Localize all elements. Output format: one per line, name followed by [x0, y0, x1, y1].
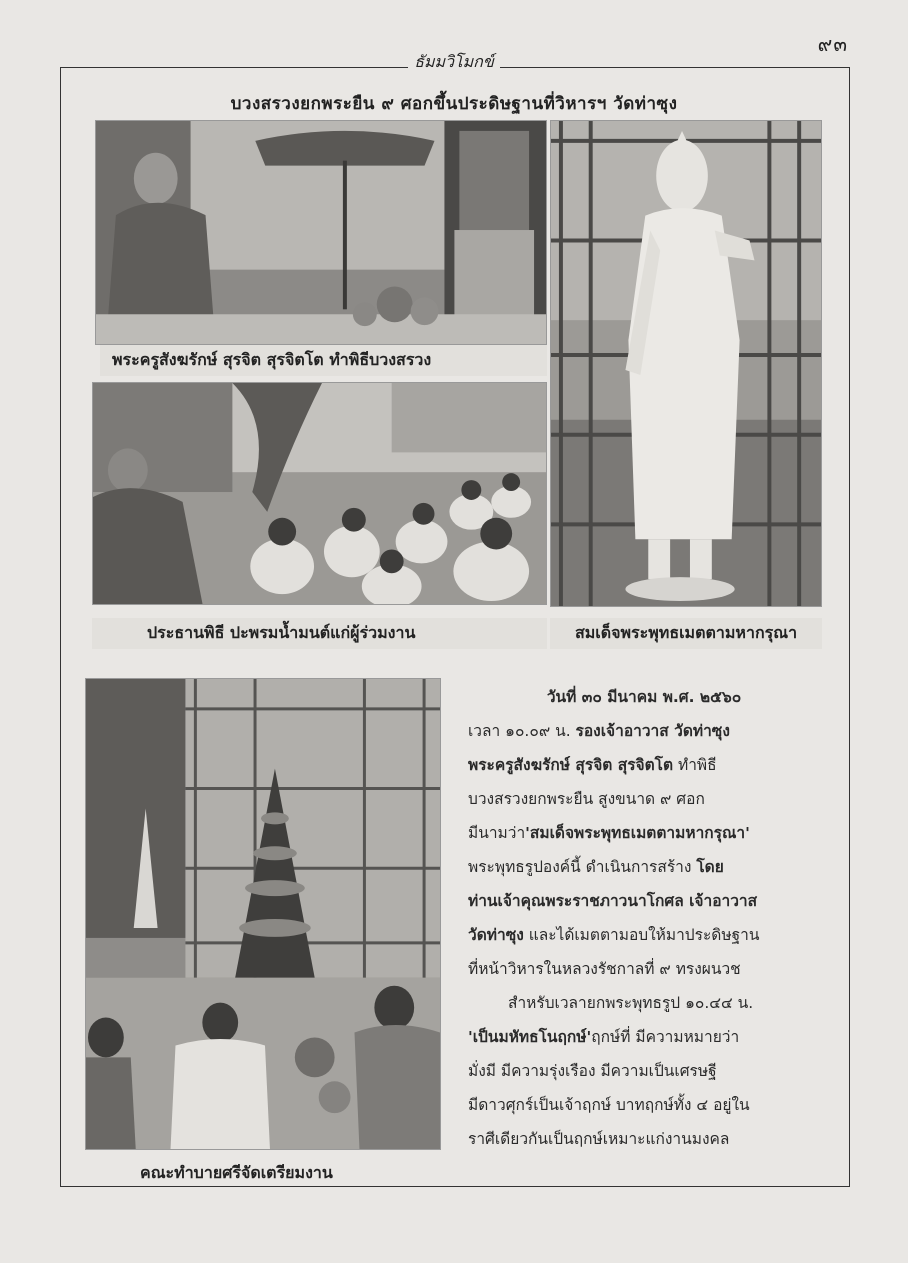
running-title: [0, 50, 908, 75]
caption-standing-buddha: สมเด็จพระพุทธเมตตามหากรุณา: [550, 618, 822, 649]
article-line: มั่งมี มีความรุ่งเรือง มีความเป็นเศรษฐี: [468, 1062, 717, 1080]
article-line: ราศีเดียวกันเป็นฤกษ์เหมาะแก่งานมงคล: [468, 1130, 730, 1148]
article-date: วันที่ ๓๐ มีนาคม พ.ศ. ๒๕๖๐: [546, 688, 742, 706]
caption-sprinkling-water: ประธานพิธี ปะพรมน้ำมนต์แก่ผู้ร่วมงาน: [92, 618, 547, 649]
article-line: ท่านเจ้าคุณพระราชภาวนาโกศล เจ้าอาวาส: [468, 892, 758, 910]
article-line: มีดาวศุกร์เป็นเจ้าฤกษ์ บาทฤกษ์ทั้ง ๔ อยู่ใน: [468, 1096, 750, 1114]
page-number: ๙๓: [817, 32, 848, 56]
photo-sprinkling-water: [92, 382, 547, 605]
article-line: สำหรับเวลายกพระพุทธรูป ๑๐.๔๔ น.: [508, 994, 754, 1012]
photo-ceremony-monk: [95, 120, 547, 345]
running-title-text: ธัมมวิโมกข์: [408, 52, 500, 71]
caption-baisri-team: คณะทำบายศรีจัดเตรียมงาน: [140, 1163, 333, 1182]
photo-standing-buddha: [550, 120, 822, 607]
headline: บวงสรวงยกพระยืน ๙ ศอกขึ้นประดิษฐานที่วิหารฯ วัดท่าซุง: [230, 94, 678, 114]
article-line: พระครูสังฆรักษ์ สุรจิต สุรจิตโต ทำพิธี: [468, 756, 717, 774]
article-line: 'เป็นมหัทธโนฤกษ์'ฤกษ์ที่ มีความหมายว่า: [468, 1028, 740, 1046]
article-line: บวงสรวงยกพระยืน สูงขนาด ๙ ศอก: [468, 790, 705, 808]
article-line: พระพุทธรูปองค์นี้ ดำเนินการสร้าง โดย: [468, 858, 724, 876]
article-body: [468, 680, 820, 1156]
article-line: เวลา ๑๐.๐๙ น. รองเจ้าอาวาส วัดท่าซุง: [468, 722, 730, 740]
article-line: ที่หน้าวิหารในหลวงรัชกาลที่ ๙ ทรงผนวช: [468, 960, 741, 978]
photo-baisri-team: [85, 678, 441, 1150]
article-line: วัดท่าซุง และได้เมตตามอบให้มาประดิษฐาน: [468, 926, 760, 944]
caption-ceremony-monk: พระครูสังฆรักษ์ สุรจิต สุรจิตโต ทำพิธีบวงสรวง: [100, 345, 547, 376]
article-line: มีนามว่า'สมเด็จพระพุทธเมตตามหากรุณา': [468, 824, 750, 842]
